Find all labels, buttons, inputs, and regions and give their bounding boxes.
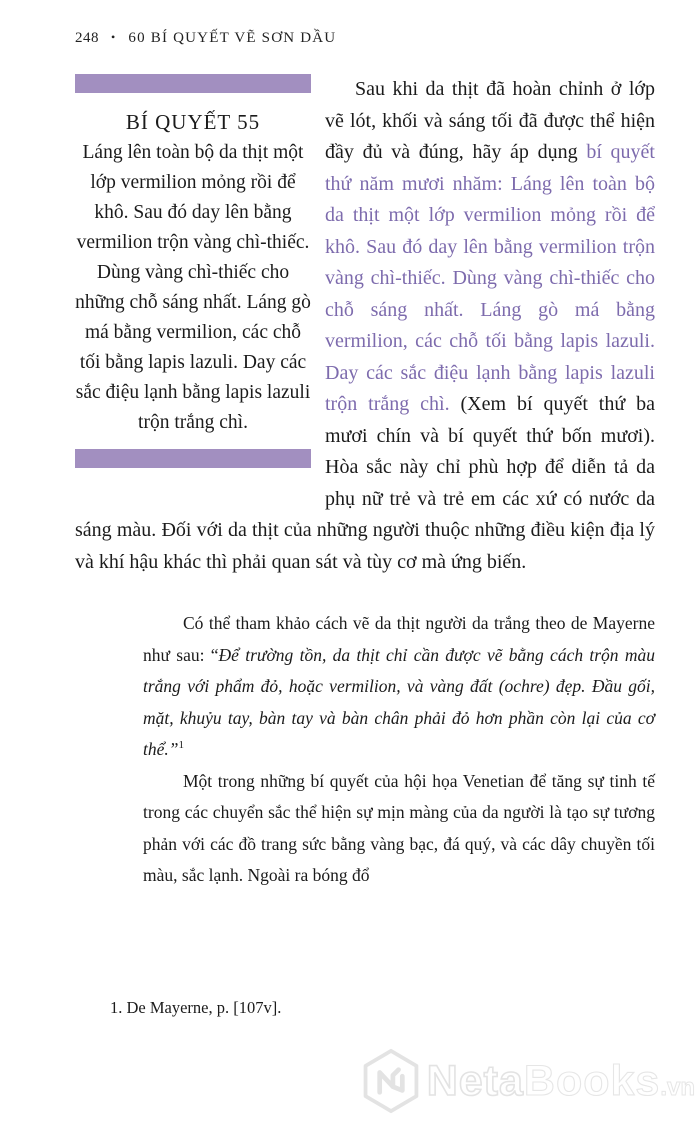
page-header (75, 30, 336, 47)
page-content (75, 74, 655, 892)
main-paragraph-highlight: bí quyết thứ năm mươi nhăm: Láng lên toàn bộ da thịt một lớp vermilion mỏng rồi để khô. Sau đó day lên bằng vermilion trộn vàng chì-thiếc. Dùng vàng chì-thiếc cho chỗ sáng nhất. Láng gò má bằng vermilion, các chỗ tối bằng lapis lazuli. Day các sắc điệu lạnh bằng lapis lazuli trộn trắng chì. (325, 141, 655, 415)
quote-paragraph-1 (143, 608, 655, 766)
quote-italic-text: Để trường tồn, da thịt chỉ cần được vẽ bằng cách trộn màu trắng với phẩm đỏ, hoặc vermilion, và vàng đất (ochre) đẹp. Đầu gối, mặt, khuỷu tay, bàn tay và bàn chân phải đỏ hơn phần còn lại của cơ thể.” (143, 644, 655, 759)
running-title: 60 BÍ QUYẾT VẼ SƠN DẦU (128, 30, 337, 46)
tip-box-bottom-bar (75, 449, 311, 468)
tip-box (75, 74, 311, 468)
tip-box-title: BÍ QUYẾT 55 (125, 110, 261, 134)
header-separator-dot: • (111, 30, 117, 44)
quote-lead-text: Có thể tham khảo cách vẽ da thịt người da trắng theo de Mayerne như sau: “ (143, 613, 655, 665)
quote-paragraph-2: Một trong những bí quyết của hội họa Venetian để tăng sự tinh tế trong các chuyển sắc thể hiện sự mịn màng của da người là tạo sự tương phản với các đồ trang sức bằng vàng bạc, đá quý, và các dây chuyền tối màu, sắc lạnh. Ngoài ra bóng đổ (143, 770, 655, 885)
tip-box-top-bar (75, 74, 311, 93)
netabooks-watermark (360, 1048, 695, 1114)
watermark-books: Books (523, 1056, 661, 1105)
watermark-vn: .vn (660, 1073, 695, 1101)
tip-box-body: Láng lên toàn bộ da thịt một lớp vermilion mỏng rồi để khô. Sau đó day lên bằng vermilion trộn vàng chì-thiếc. Dùng vàng chì-thiếc cho những chỗ sáng nhất. Láng gò má bằng vermilion, các chỗ tối bằng lapis lazuli. Day các sắc điệu lạnh bằng lapis lazuli trộn trắng chì. (75, 142, 311, 433)
quote-block (75, 608, 655, 892)
netabooks-hexagon-logo (360, 1048, 422, 1114)
watermark-neta: Neta (426, 1056, 524, 1105)
main-paragraph-tail: (Xem bí quyết thứ ba mươi chín và bí quyết thứ bốn mươi). Hòa sắc này chỉ phù hợp để diễn tả da phụ nữ trẻ và trẻ em các xứ có nước da sáng màu. Đối với da thịt của những người thuộc những điều kiện địa lý và khí hậu khác thì phải quan sát và tùy cơ mà ứng biến. (75, 393, 655, 573)
page-number: 248 (75, 30, 99, 46)
footnote: 1. De Mayerne, p. [107v]. (110, 998, 282, 1017)
footnote-marker: 1 (178, 739, 184, 752)
main-paragraph-lead: Sau khi da thịt đã hoàn chỉnh ở lớp vẽ lót, khối và sáng tối đã được thể hiện đầy đủ và đúng, hãy áp dụng (325, 78, 655, 163)
watermark-text (427, 1057, 695, 1106)
